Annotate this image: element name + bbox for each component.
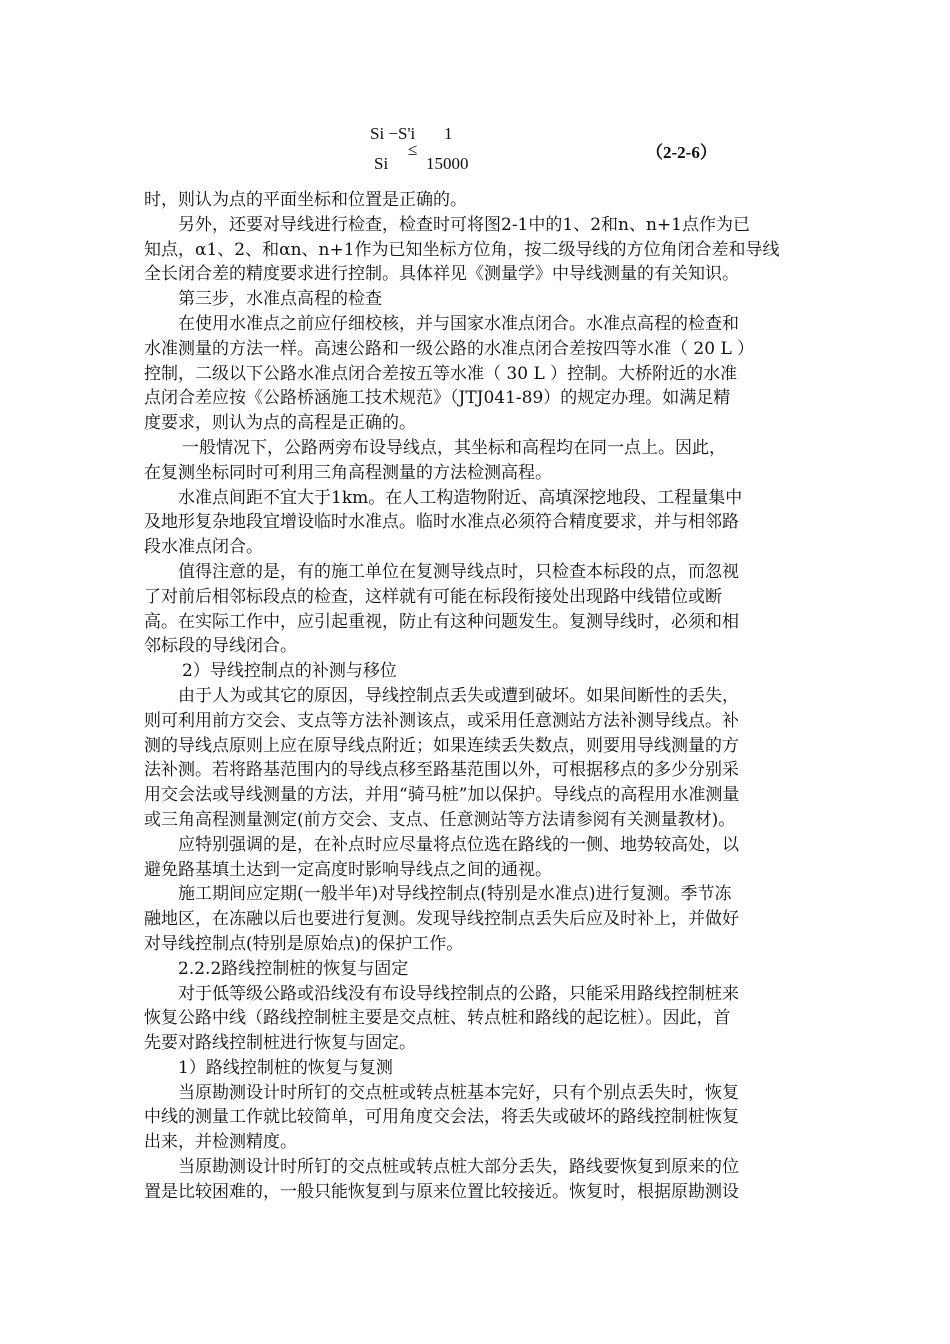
- body-text: [144, 188, 812, 1205]
- text-line: 在使用水准点之前应仔细校核，并与国家水准点闭合。水准点高程的检查和: [178, 313, 739, 334]
- text-line: 当原勘测设计时所钉的交点桩或转点桩大部分丢失，路线要恢复到原来的位: [178, 1157, 739, 1178]
- text-line: 知点，α1、2、和αn、n+1作为已知坐标方位角，按二级导线的方位角闭合差和导线: [144, 239, 780, 260]
- text-line: 用交会法或导线测量的方法，并用“骑马桩”加以保护。导线点的高程用水准测量: [144, 785, 740, 806]
- text-line: 在复测坐标同时可利用三角高程测量的方法检测高程。: [144, 462, 552, 483]
- formula-numerator: Si −S'i: [370, 124, 416, 143]
- formula-rhs-den: 15000: [426, 154, 469, 173]
- text-line: 中线的测量工作就比较简单，可用角度交会法，将丢失或破坏的路线控制桩恢复: [144, 1107, 739, 1128]
- text-line: 先要对路线控制桩进行恢复与固定。: [144, 1033, 416, 1054]
- formula-2-2-6: [280, 118, 740, 180]
- text-line: 控制，二级以下公路水准点闭合差按五等水准（ 30 L ）控制。大桥附近的水准: [144, 363, 738, 384]
- text-line: 时，则认为点的平面坐标和位置是正确的。: [144, 190, 467, 210]
- text-line: 恢复公路中线（路线控制桩主要是交点桩、转点桩和路线的起讫桩）。因此，首: [144, 1008, 731, 1029]
- text-line: 另外，还要对导线进行检查，检查时可将图2-1中的1、2和n、n+1点作为已: [178, 214, 750, 235]
- text-line: 全长闭合差的精度要求进行控制。具体祥见《测量学》中导线测量的有关知识。: [144, 264, 739, 285]
- formula-one: 1: [444, 124, 453, 143]
- text-line: 水准测量的方法一样。高速公路和一级公路的水准点闭合差按四等水准（ 20 L ）: [144, 338, 755, 359]
- text-line: 点闭合差应按《公路桥涵施工技术规范》（JTJ041-89）的规定办理。如满足精: [144, 388, 731, 409]
- text-line: 度要求，则认为点的高程是正确的。: [144, 413, 416, 434]
- text-line: 第三步，水准点高程的检查: [178, 289, 382, 310]
- text-line: 邻标段的导线闭合。: [144, 636, 297, 657]
- text-line: 出来，并检测精度。: [144, 1132, 297, 1153]
- text-line: 应特别强调的是，在补点时应尽量将点位选在路线的一侧、地势较高处，以: [178, 834, 739, 855]
- formula-le: ≤: [408, 140, 418, 159]
- text-line: 法补测。若将路基范围内的导线点移至路基范围以外，可根据移点的多少分别采: [144, 760, 739, 781]
- formula-label: （2-2-6）: [646, 143, 717, 162]
- text-line: 融地区，在冻融以后也要进行复测。发现导线控制点丢失后应及时补上，并做好: [144, 909, 739, 930]
- text-line: 值得注意的是，有的施工单位在复测导线点时，只检查本标段的点，而忽视: [178, 561, 739, 582]
- text-line: 由于人为或其它的原因，导线控制点丢失或遭到破坏。如果间断性的丢失，: [178, 685, 739, 706]
- section-heading: 1）路线控制桩的恢复与复测: [178, 1057, 393, 1078]
- text-line: 置是比较困难的，一般只能恢复到与原来位置比较接近。恢复时，根据原勘测设: [144, 1181, 739, 1202]
- text-line: 一般情况下，公路两旁布设导线点，其坐标和高程均在同一点上。因此，: [182, 437, 726, 458]
- text-line: 高。在实际工作中，应引起重视，防止有这种问题发生。复测导线时，必须和相: [144, 611, 739, 632]
- text-line: 对导线控制点(特别是原始点)的保护工作。: [144, 933, 464, 954]
- text-line: 及地形复杂地段宜增设临时水准点。临时水准点必须符合精度要求，并与相邻路: [144, 512, 739, 533]
- text-line: 避免路基填土达到一定高度时影响导线点之间的通视。: [144, 859, 552, 880]
- text-line: 段水准点闭合。: [144, 537, 263, 558]
- text-line: 对于低等级公路或沿线没有布设导线控制点的公路，只能采用路线控制桩来: [178, 983, 739, 1004]
- text-line: 则可利用前方交会、支点等方法补测该点，或采用任意测站方法补测导线点。补: [144, 710, 739, 731]
- text-line: 水准点间距不宜大于1km。在人工构造物附近、高填深挖地段、工程量集中: [178, 487, 743, 508]
- text-line: 测的导线点原则上应在原导线点附近；如果连续丢失数点，则要用导线测量的方: [144, 735, 739, 756]
- text-line: 或三角高程测量测定(前方交会、支点、任意测站等方法请参阅有关测量教材)。: [144, 809, 736, 830]
- text-line: 当原勘测设计时所钉的交点桩或转点桩基本完好，只有个别点丢失时，恢复: [178, 1082, 739, 1103]
- text-line: 施工期间应定期(一般半年)对导线控制点(特别是水准点)进行复测。季节冻: [178, 884, 732, 905]
- formula-denominator: Si: [374, 154, 389, 173]
- text-line: 了对前后相邻标段点的检查，这样就有可能在标段衔接处出现路中线错位或断: [144, 586, 722, 607]
- section-heading: 2.2.2路线控制桩的恢复与固定: [178, 958, 409, 979]
- section-heading: 2）导线控制点的补测与移位: [182, 661, 397, 682]
